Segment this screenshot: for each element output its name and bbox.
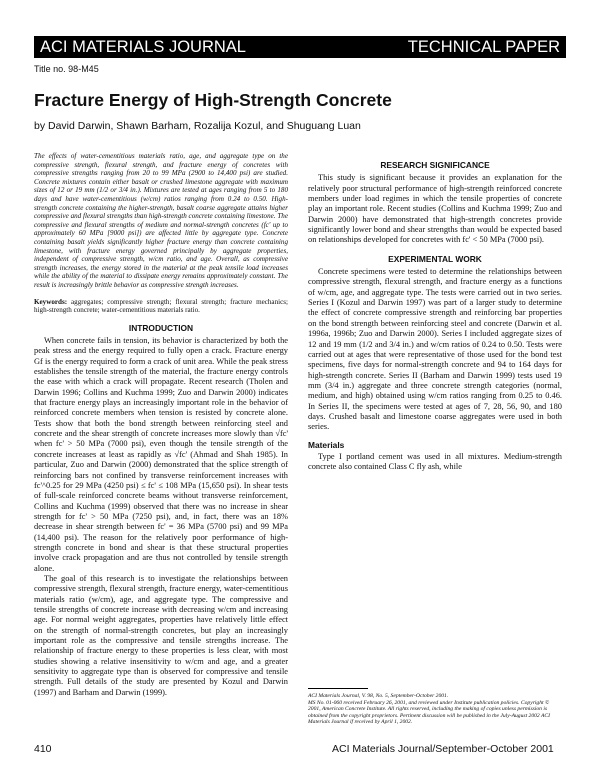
title-number: Title no. 98-M45 (34, 64, 99, 74)
footnote-rule (308, 688, 368, 689)
paper-title: Fracture Energy of High-Strength Concrete (34, 90, 392, 110)
introduction-paragraph-1: When concrete fails in tension, its behavior is characterized by both the peak stress and the energy required to fully open a crack. Fracture energy Gf is the energy required to form a crack of unit area. While the peak stress establishes the tensile strength of the material, the fracture energy controls the ease with which a crack will propagate. Recent research (Tholen and Darwin 1996; Collins and Kuchma 1999; Zuo and Darwin 2000) indicates that fracture energy plays an increasingly important role in the behavior of reinforced concrete members when tension is resisted by concrete alone. Tests show that both the bond strength between reinforcing steel and concrete and the shear strength of concrete increases more slowly than √fc' when fc' > 50 MPa (7000 psi), even though the tensile strength of the concrete increases at least as rapidly as √fc' (Ahmad and Shah 1985). In particular, Zuo and Darwin (2000) demonstrated that the splice strength of reinforcing bars not confined by transverse reinforcement increases with fc'^0.25 for 29 MPa (4250 psi) ≤ fc' ≤ 108 MPa (15,650 psi). In shear tests of full-scale reinforced concrete beams without transverse reinforcement, Collins and Kuchma (1999) observed that there was no increase in shear strength for fc' > 50 MPa (7250 psi), and, in fact, there was an 18% decrease in shear strength between fc' = 36 MPa (5700 psi) and 99 MPa (14,400 psi). The reason for the relatively poor performance of high-strength concrete in bond and shear is that these structural properties involve crack propagation and are thus not controlled by tensile strength alone. (34, 336, 288, 573)
research-significance-paragraph: This study is significant because it provides an explanation for the relatively poor structural performance of high-strength reinforced concrete members under load regimes in which the tensile properties of concrete play an important role. Recent studies (Collins and Kuchma 1999; Zuo and Darwin 2000) have demonstrated that high-strength concretes provide significantly lower bond and shear strengths than would be expected based on relationships developed for concretes with fc' < 50 MPa (7000 psi). (308, 173, 562, 245)
introduction-paragraph-2: The goal of this research is to investigate the relationships between compressive strength, flexural strength, fracture energy, water-cementitious materials ratio (w/cm), age, and aggregate type. The compressive and tensile strengths of concrete increase with decreasing w/cm and increasing age. For normal weight aggregates, properties have relatively little effect on the strength of normal-strength concretes, but play an increasingly important role as the compressive and tensile strengths increase. The relationship of fracture energy to these properties is less clear, with most studies showing a relative insensitivity to w/cm and age, and a greater sensitivity to aggregate type than is observed for compressive and tensile strength. Full details of the study are presented by Kozul and Darwin (1997) and Barham and Darwin (1999). (34, 573, 288, 697)
left-column (34, 152, 288, 698)
page-number: 410 (34, 743, 52, 755)
materials-heading: Materials (308, 439, 345, 450)
materials-paragraph: Type I portland cement was used in all mixtures. Medium-strength concrete also contained Class C fly ash, while (308, 451, 562, 472)
section-label: TECHNICAL PAPER (407, 38, 560, 56)
footnote-copyright: MS No. 01-060 received February 26, 2001, and reviewed under Institute publication policies. Copyright © 2001, American Concrete Institute. All rights reserved, including the making of copies unless permission is obtained from the copyright proprietors. Pertinent discussion will be published in the July-August 2002 ACI Materials Journal if received by April 1, 2002. (308, 699, 551, 726)
publication-footnote (308, 688, 562, 726)
footnote-journal-line: ACI Materials Journal, V. 98, No. 5, September-October 2001. (308, 693, 449, 699)
keywords (34, 298, 288, 315)
introduction-heading: INTRODUCTION (128, 322, 194, 333)
author-list: by David Darwin, Shawn Barham, Rozalija Kozul, and Shuguang Luan (34, 120, 361, 132)
research-significance-heading: RESEARCH SIGNIFICANCE (380, 160, 490, 170)
journal-issue: ACI Materials Journal/September-October 2001 (332, 743, 554, 755)
keywords-label: Keywords: (34, 297, 68, 306)
journal-name: ACI MATERIALS JOURNAL (40, 38, 246, 56)
experimental-work-paragraph: Concrete specimens were tested to determine the relationships between compressive strength, flexural strength, and fracture energy as a functions of w/cm, age, and aggregate type. The tests were carried out in two series. Series I (Kozul and Darwin 1997) was part of a larger study to determine the effect of concrete compressive strength and reinforcing bar properties on the bond strength between reinforcing steel and concrete (Darwin et al. 1996a, 1996b; Zuo and Darwin 2000). Series I included aggregate sizes of 12 and 19 mm (1/2 and 3/4 in.) and w/cm ratios of 0.24 to 0.50. Tests were carried out at ages that were representative of those used for the bond test specimens, five days for normal-strength concrete and 94 to 164 days for high-strength concrete. Series II (Barham and Darwin 1999) tests used 19 mm (3/4 in.) aggregate and three concrete strength categories (normal, medium, and high) obtained using w/cm ratios ranging from 0.25 to 0.46. In Series II, the specimens were tested at ages of 7, 28, 56, 90, and 180 days. Crushed basalt and limestone coarse aggregates were used in both series. (308, 267, 562, 432)
keywords-text: aggregates; compressive strength; flexural strength; fracture mechanics; high-strength concrete; water-cementitious materials ratio. (34, 297, 288, 315)
right-column (308, 152, 562, 473)
abstract: The effects of water-cementitious materials ratio, age, and aggregate type on the compressive strength, flexural strength, and fracture energy of concretes with compressive strengths ranging from 20 to 99 MPa (2900 to 14,400 psi) are studied. Concrete mixtures contain either basalt or crushed limestone aggregate with maximum sizes of 12 or 19 mm (1/2 or 3/4 in.). Mixtures are tested at ages ranging from 5 to 180 days and have water-cementitious (w/cm) ratios ranging from 0.24 to 0.50. High-strength concrete containing the higher-strength, basalt coarse aggregate attains higher compressive and flexural strengths than high-strength concrete containing limestone. The compressive and flexural strengths of medium and normal-strength concretes (fc' up to approximately 60 MPa [9000 psi]) are affected little by aggregate type. Concrete containing basalt yields significantly higher fracture energy than concrete containing limestone, with fracture energy governed principally by aggregate properties, independent of compressive strength, w/cm ratio, and age. Overall, as compressive strength increases, the energy stored in the material at the peak tensile load increases while the ability of the material to dissipate energy remains approximately constant. The result is increasingly brittle behavior as compressive strength increases. (34, 152, 288, 289)
experimental-work-heading: EXPERIMENTAL WORK (388, 253, 482, 264)
journal-banner (34, 36, 566, 58)
